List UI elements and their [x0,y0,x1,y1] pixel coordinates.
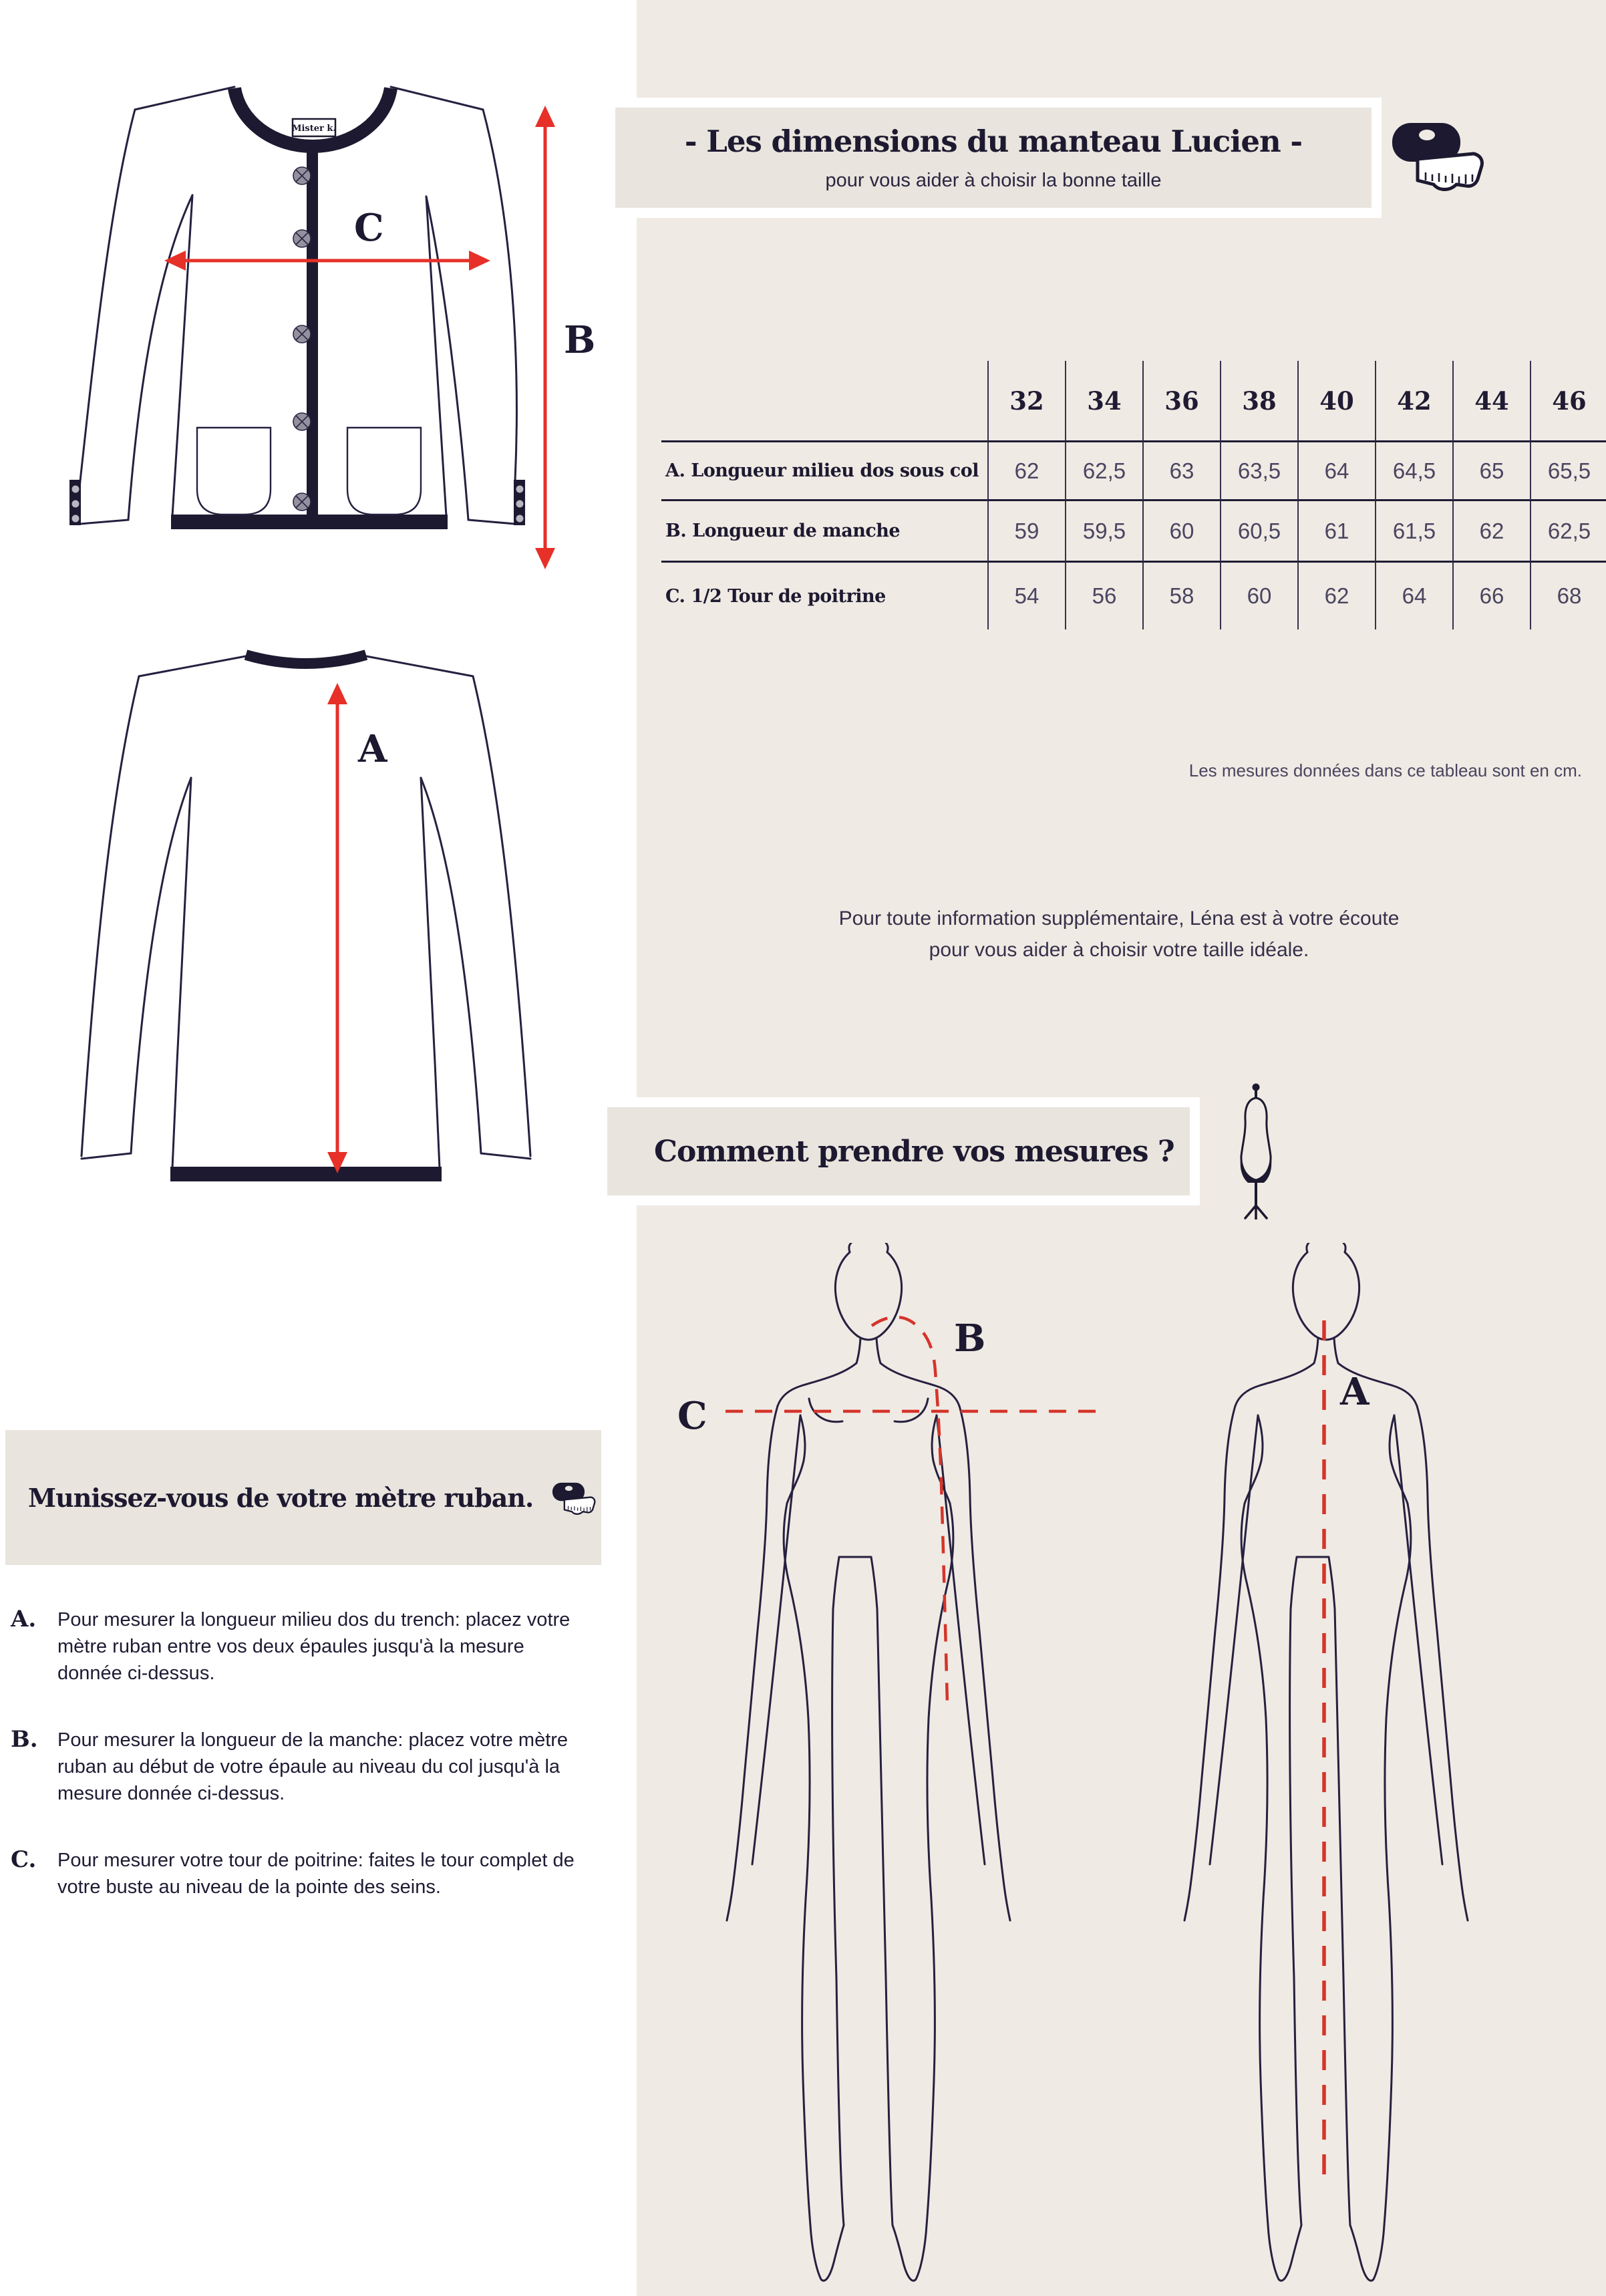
table-cell: 62,5 [1065,442,1142,501]
units-note: Les mesures données dans ce tableau sont en cm. [1188,760,1582,780]
title-box [605,98,1382,218]
mannequin-icon [1233,1083,1279,1219]
row-label-back-length: A. Longueur milieu dos sous col [661,442,987,501]
front-body-sleeve-label: B [954,1316,986,1360]
size-col-header: 34 [1065,361,1142,442]
table-cell: 56 [1065,563,1142,629]
table-cell: 59 [987,501,1065,563]
table-cell: 60 [1142,501,1220,563]
how-to-box [597,1097,1200,1205]
table-cell: 58 [1142,563,1220,629]
table-cell: 63,5 [1220,442,1297,501]
contact-note-line1: Pour toute information supplémentaire, Léna est à votre écoute [838,907,1400,929]
table-cell: 62 [987,442,1065,501]
table-cell: 60,5 [1220,501,1297,563]
size-col-header: 38 [1220,361,1297,442]
front-jacket-width-label: C [354,206,384,250]
table-cell: 60 [1220,563,1297,629]
instruction-a-text: Pour mesurer la longueur milieu dos du trench: placez votre mètre ruban entre vos deux épaules jusqu'à la mesure donnée ci-dessus. [57,1609,571,1685]
size-col-header: 40 [1297,361,1375,442]
instruction-c-text: Pour mesurer votre tour de poitrine: faites le tour complet de votre buste au niveau de la pointe des seins. [57,1850,575,1898]
instruction-a [11,1606,599,1687]
instruction-b-text: Pour mesurer la longueur de la manche: placez votre mètre ruban au début de votre épaule au niveau du col jusqu'à la mesure donnée ci-dessus. [57,1729,569,1805]
body-front-drawing [668,1243,1136,2285]
table-cell: 62 [1297,563,1375,629]
table-corner-cell [661,361,987,442]
contact-note-line2: pour vous aider à choisir votre taille idéale. [929,938,1309,961]
table-cell: 65 [1452,442,1530,501]
table-cell: 63 [1142,442,1220,501]
prepare-box [5,1430,601,1565]
measuring-tape-icon-small [552,1480,596,1516]
size-col-header: 36 [1142,361,1220,442]
table-cell: 64,5 [1375,442,1452,501]
front-body-chest-label: C [677,1394,707,1438]
instruction-c-letter: C. [11,1846,37,1873]
instruction-a-letter: A. [11,1606,37,1632]
back-body-length-label: A [1340,1370,1370,1414]
table-cell: 65,5 [1530,442,1606,501]
front-jacket-sleeve-label: B [564,318,596,362]
jacket-front-drawing [67,53,601,588]
how-to-heading: Comment prendre vos mesures ? [654,1134,1174,1169]
size-col-header: 44 [1452,361,1530,442]
table-cell: 64 [1375,563,1452,629]
table-cell: 66 [1452,563,1530,629]
table-cell: 62,5 [1530,501,1606,563]
row-label-half-chest: C. 1/2 Tour de poitrine [665,585,886,607]
size-col-header: 42 [1375,361,1452,442]
size-col-header: 46 [1530,361,1606,442]
brand-tag-label: Mister k. [292,124,336,134]
size-col-header: 32 [987,361,1065,442]
table-cell: 64 [1297,442,1375,501]
table-cell: 59,5 [1065,501,1142,563]
table-cell: 61 [1297,501,1375,563]
measuring-tape-icon [1391,118,1484,192]
row-label-sleeve-length: B. Longueur de manche [661,501,987,563]
instruction-b-letter: B. [11,1726,38,1753]
contact-note [688,903,1550,966]
jacket-back-drawing [67,635,601,1196]
table-cell: 68 [1530,563,1606,629]
instruction-b [11,1727,599,1807]
page-title: - Les dimensions du manteau Lucien - [684,124,1303,159]
instruction-c [11,1847,599,1900]
table-cell: 54 [987,563,1065,629]
size-table [661,361,1606,629]
table-cell: 61,5 [1375,501,1452,563]
body-back-drawing [1129,1243,1597,2285]
page-subtitle: pour vous aider à choisir la bonne taille [825,170,1162,191]
table-cell: 62 [1452,501,1530,563]
prepare-text: Munissez-vous de votre mètre ruban. [28,1482,534,1513]
back-jacket-length-label: A [358,727,387,771]
